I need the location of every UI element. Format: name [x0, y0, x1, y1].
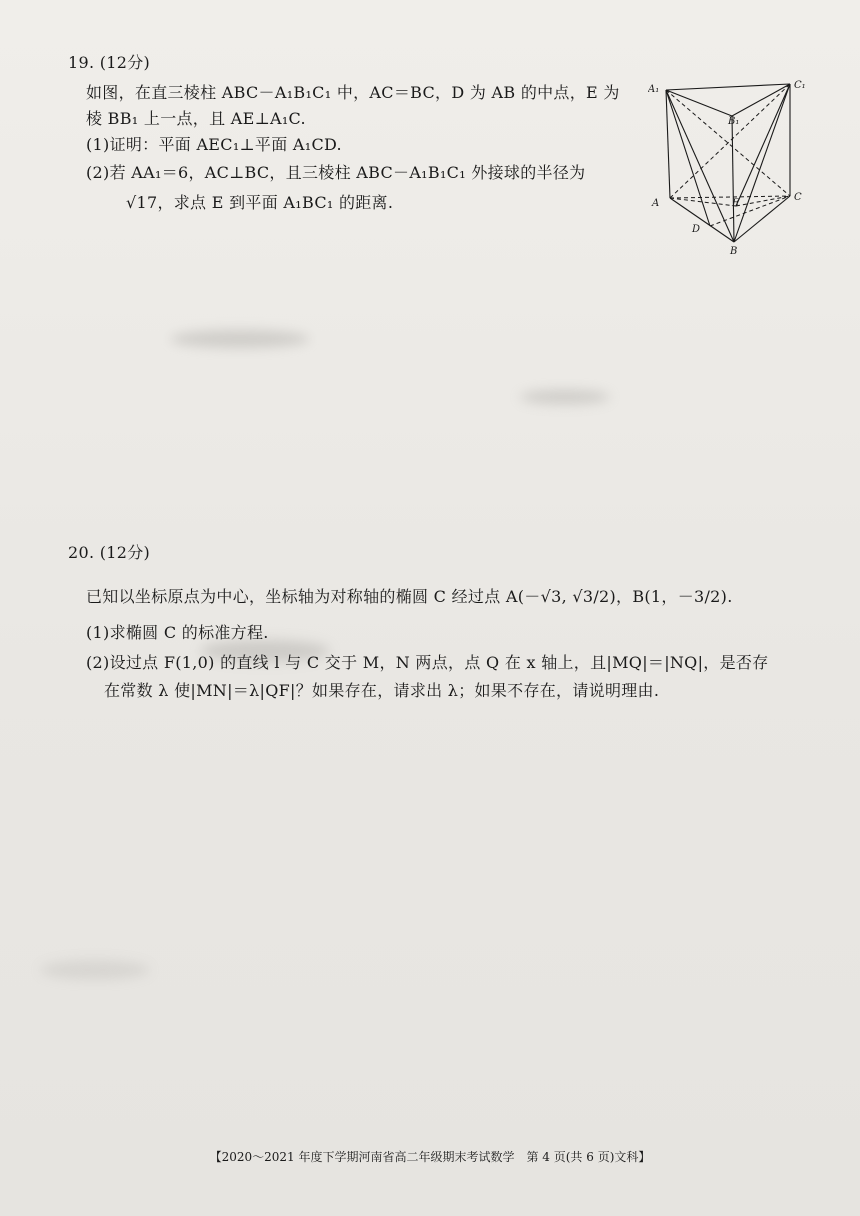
label-e: E	[732, 198, 740, 209]
edge-a1c1	[666, 84, 790, 90]
q19-part1: (1)证明：平面 AEC₁⊥平面 A₁CD.	[86, 135, 342, 154]
line-dc-hidden	[710, 196, 790, 226]
q19-part2-line1: (2)若 AA₁＝6，AC⊥BC，且三棱柱 ABC－A₁B₁C₁ 外接球的半径为	[86, 163, 586, 182]
scan-smudge	[520, 390, 610, 404]
q20-part2-line2: 在常数 λ 使|MN|＝λ|QF|？如果存在，请求出 λ；如果不存在，请说明理由.	[104, 681, 660, 700]
scan-smudge	[170, 330, 310, 348]
page-footer: 【2020～2021 年度下学期河南省高二年级期末考试数学 第 4 页(共 6 页)文科】	[209, 1150, 651, 1164]
scan-smudge	[40, 960, 150, 980]
line-ac1-hidden	[670, 84, 790, 198]
label-a: A	[652, 198, 660, 209]
q19-part2-line2: √17，求点 E 到平面 A₁BC₁ 的距离.	[126, 193, 394, 212]
q19-statement-line2: 棱 BB₁ 上一点，且 AE⊥A₁C.	[86, 109, 306, 128]
edge-b1c1	[732, 84, 790, 116]
q20-part1: (1)求椭圆 C 的标准方程.	[86, 623, 269, 642]
q20-part2-line1: (2)设过点 F(1,0) 的直线 l 与 C 交于 M，N 两点，点 Q 在 x 轴上，且|MQ|＝|NQ|，是否存	[86, 653, 769, 672]
line-a1d	[666, 90, 710, 226]
line-ec-hidden	[736, 196, 790, 206]
prism-diagram	[648, 72, 810, 258]
triangular-prism-figure	[648, 72, 810, 258]
label-b1: B₁	[728, 116, 740, 127]
edge-a1a	[666, 90, 670, 198]
q19-header: 19. (12分)	[68, 53, 151, 72]
edge-ac-hidden	[670, 196, 790, 198]
label-a1: A₁	[648, 84, 660, 95]
q19-statement-line1: 如图，在直三棱柱 ABC－A₁B₁C₁ 中，AC＝BC，D 为 AB 的中点，E 为	[86, 83, 620, 102]
line-c1e	[736, 84, 790, 206]
label-c: C	[794, 192, 802, 203]
label-c1: C₁	[794, 80, 806, 91]
q20-statement: 已知以坐标原点为中心，坐标轴为对称轴的椭圆 C 经过点 A(－√3, √3/2)，B(1，－3/2).	[86, 587, 733, 606]
q20-header: 20. (12分)	[68, 543, 151, 562]
edge-b1b	[732, 116, 734, 242]
label-b: B	[730, 246, 738, 257]
label-d: D	[692, 224, 701, 235]
